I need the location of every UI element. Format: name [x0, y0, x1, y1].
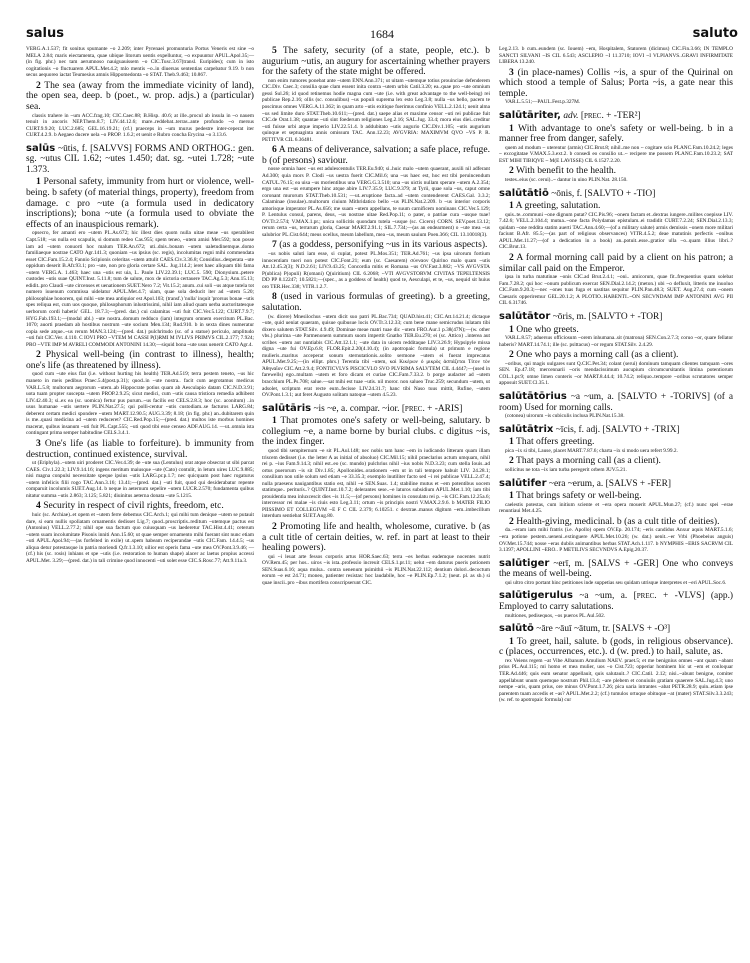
entry-head: [499, 624, 733, 635]
definition: (app.) Employed to carry salutations.: [499, 591, 734, 612]
sense-text: A greeting, salutation.: [515, 200, 601, 212]
citations: VAR.L.5.51;—PAUL.Fest.p.327M.: [505, 99, 581, 106]
inflection: adv.: [563, 110, 579, 121]
headword: salūtō: [499, 623, 534, 635]
inflection: ~a ~um, a.: [579, 591, 628, 602]
sense-definition: [499, 253, 733, 274]
sense-definition: [26, 439, 254, 460]
inflection: ~ūtis, f.: [58, 143, 88, 154]
inflection: ~erī, m.: [553, 558, 585, 569]
sense-definition: [499, 325, 733, 336]
headword: salūtifer: [499, 477, 547, 489]
guide-word-first: salus: [26, 26, 64, 41]
dictionary-entry-salutatorius: [499, 392, 733, 420]
sense-number: 1: [509, 323, 514, 335]
headword: salūtāriter,: [499, 109, 561, 121]
headword: salūs: [26, 142, 56, 154]
sense-text: Health-giving, medicinal. b (as a cult title of deities).: [516, 515, 720, 527]
sense-number: 3: [36, 437, 41, 449]
sense-number: 1: [509, 635, 514, 647]
inflection: ~āre ~āuī ~ātum, tr.: [536, 624, 611, 635]
etymology: [prec. + -ARIS]: [401, 403, 463, 414]
sense-text: One who greets.: [516, 323, 579, 335]
column-left: [26, 46, 254, 564]
sense-definition: [499, 437, 733, 448]
sense-definition: [26, 81, 254, 113]
etymology: [SALVS + -FER]: [605, 478, 671, 489]
sense-number: 2: [509, 165, 514, 177]
dictionary-entry-salus: [26, 144, 254, 565]
sense-definition: [262, 416, 490, 448]
sense-definition: [262, 292, 490, 313]
citations: ~us nobis saluti iam esse, si cupiat, potest PL.Mos.351; TER.Ad.761; ~us ipsa uirorum fortium innocentiam tueri non potest CIC.Font.21; eum (sc. Caesarem) σύνναον Quirino malo quam ~utis Att.12.45.2(3); N.D.2.61; LIV.9.43.25; Concordia mitis et Romana ~us OV.Fast.3.882; ~VS AVGVSTA P(ublica) P(opuli) R(omani) Q(uiritium) CIL 6.2068; ~VTI AVGVSTORVM CIVITAS TEPELTENSIS DD PP 8.12247; 10.5821;—(spec., as a goddess of health) quod te, Aesculapi, et te, ~us, nequid sit huius oro TER.Hec.338; VITR.1.2.7.: [262, 251, 490, 290]
sense-text: One who pays a morning call (as a client).: [516, 349, 679, 361]
running-head: [26, 26, 738, 42]
inflection: ~ōris, m.: [552, 311, 587, 322]
citations: da..~eram iam mihi fratris (i.e. Apollo) opem OV.Ep. 20.174; ~eris candidus Anxur aquis MART.5.1.6; ~era potione pestem..ueneni..extinguere APUL.Met.10.26; (w. dat.) uenit..~er Vrbi (Phoebeius anguis) OV.Met.15.744; nosse ~eras dubiis animantibus herbas STAT.Ach.1.117. b NYMPHIS ~ERIS SACRVM CIL 3.1397; APOLLINI ~ERO.. P METILIVS SECVNDVS A.Epig.20.37.: [499, 527, 733, 554]
page-number: 1684: [370, 27, 394, 41]
sense-number: 2: [36, 79, 41, 91]
definition: One who conveys the means of well-being.: [499, 558, 733, 580]
citations: (cotonea) uirorum ~is cubiculis inclusa PLIN.Nat.15.38.: [505, 413, 625, 420]
citations: ~oribus, qui magis uulgares sunt Q.CIC.Pet.34; colant (serui) dominum tamquam clientes tamquam ~ores SEN. Ep.47.18; mercennarii ~oris mendacissimum aucupium circumcursitantis limina potentiorum COL.1.pr.9; omne limen conteris ~or MART.8.44.4; 10.74.2; reliquo..tempore ~oribus scrutatores semper apposuit SUET.Cl.35.1.: [499, 360, 733, 387]
dictionary-entry-salutatio: [499, 189, 733, 307]
entry-head: [499, 392, 733, 413]
column-middle: [262, 46, 490, 587]
etymology: [prec. + -VLVS]: [633, 591, 705, 602]
citations: VAR.L.8.57; aduersus officiosum ~orem inhumana..sit (matrona) SEN.Con.2.7.3; coruo ~or, quare fellator haberis? MART.14.74.1; ille (sc. psittacus) ~or regum STAT.Silv. 2.4.29.: [499, 335, 733, 348]
citations: sollicitus ne tota ~ix iam turba peregerit orbem JUV.5.21.: [505, 467, 627, 474]
sense-definition: [26, 350, 254, 371]
sense-text: That brings safety or well-being.: [516, 490, 642, 502]
sense-number: 2: [272, 521, 277, 533]
sense-definition: [262, 46, 490, 78]
sense-text: With advantage to one's safety or well-being. b in a manner free from danger, safely.: [499, 122, 733, 145]
entry-head: [262, 404, 490, 415]
sense-number: 2: [509, 455, 514, 467]
headword: salūtāris: [262, 402, 312, 414]
sense-number: 1: [509, 436, 514, 448]
dictionary-entry-salutifer: [499, 479, 733, 554]
sense-definition: [262, 145, 490, 166]
sense-number: 1: [509, 122, 514, 134]
sense-text: With benefit to the health.: [516, 165, 617, 177]
citations: quod tibi sempiternum ~e sit PL.Aul.148; nec nobis tam hanc ~em in iudicando litteram quam illam triscem dedisset (i.e. the letter A as initial of absoluo) CIC.Mil.15; nihil praeclarius actum umquam, nihil rei p. ~ius Fam.9.14.3; nihil est..eo (sc. mundo) pulchrius nihil ~ius nobis N.D.3.23; cum stella Iouis..ad ortus puerorum ~is sit Div.1.85; Apollonides..orationem ~em ut in tali tempore habuit LIV. 24.28.1; consilium non utile solum sed etiam ~e 33.35.3; exemplo inutiliter facto sed ~i rei publicae VELL.2.47.4; nulla praesens nauigantibus statio est, nihil ~e SEN.Suas. 1.4; stabiline mutus et ~em potentibus uocem statimque.. periturís..? QUINT.Inst.10.7.2; delerantes sese..~e laturos subsidium APUL.Met.1.10; iam tibi prouidentia mea inluxcescit dies ~is 11.5;—(of persons) homines in consulatu rei p. ~is CIC.Fam.12.25a.6; intercessor rei malae ~is ciuis esto Leg.3.11; ortum ~is principis nostri V.MAX.2.9.6. b MATER FILIO PIISSIMO ET COLLEGIVM ~E F C CIL 2.379; 6.10251. c dextrae..manus digitum ~em..imbecillum interdum sentiebat SUET.Aug.80.: [262, 448, 490, 520]
sense-definition: [499, 491, 733, 502]
sense-text: The safety, security (of a state, people, etc.). b augurium ~utis, an augury for ascertaining whether prayers for the safety of the state might be offered.: [262, 45, 490, 78]
sense-text: That pays a morning call (as a client).: [516, 455, 661, 467]
citations: testes..eius (sc. cerui)..~ dantur in uino PLIN.Nat. 28.150.: [505, 176, 628, 183]
sense-text: Personal safety, immunity from hurt or violence, well-being. b safety (of material things, property), freedom from damage. c pro ~ute (a formula used in dedicatory inscriptions); bona ~ute (a formula used to obviate the effects of an inauspicious remark).: [26, 176, 254, 230]
citations: rex Veiens regem ~at Vibe Albanum Amulium NAEV. praet.5; et me benignius omnes ~ant quam ~abant prius PL.Aul.115; mi homo et mea mulier, uos ~o Cist.723; opperiar hominem hic ut ~em et conloquar TER.Ad.446; quis eum senator appellauit, quis salutauit..? CIC.Catil. 2.12; nisi..~abunt benigne, comiter appellabunt unum quemque nostrum Phil.13.4; ~are plebem et conuiuiis gratiam quaerere SAL.Jug.4.3; uno nempe ~aris, quam prius, ore minus OV.Pont.1.7.26; pica uaria intrantes ~abat PETR.28.9; quin..etiam ipse parentem tuam accedis et ~as? APUL.Met.2.2; (cf.) tumulos ortuque obituque ~at (mater) STAT.Silv.3.3.243; (w. ref. to apotropaic formula) cur: [499, 657, 733, 704]
sense-definition: [499, 350, 733, 361]
headword: salūtātōrius: [499, 390, 567, 402]
forms-note: FORMS AND ORTHOG.: gen. sg. ~utus CIL 1.62; ~utes 1.450; dat. sg. ~utei 1.728; ~ute 1.373.: [26, 143, 255, 175]
dictionary-entry-salutaris: [262, 404, 490, 587]
definition: (of a room) Used for morning calls.: [499, 391, 734, 413]
citations: opsecro, fer amanti ero ~utem PL.As.672; hic illest dies quom nulla uitae meae ~us sperabilest Capt.518; ~us nulla est scapulis, si domum redeo Cas.955; spem teneo, ~utem amisi Mer.592; non posse iam ad ~utem conuorti hoc malum TER.An.672; uti..dnis..bonam ~utem ualetudinemque..domo familiaeque nostrae CATO Agr.141.3; quoniam ~us ipsius (sc. regis), incolumitas regni mihi commendata esset CIC.Fam.15.2.4; Fannio Scipionis celeritas ~utem attulit CAES.Civ.3.36.8; Considius..desperata ~ute oppidum deserit B.Afr.93.1; pro ~ute, non pro gloria certare SAL. Jug.114.2; ieret haec aliquam tibi fama ~utem VERG.A. 1.463; haec una ~utis est uia, L. Paule LIV.22.39.1; LUC.5. 590; Dionysium..petere custodes ~utis suae QUINT.Inst. 5.11.8; tum de salute, mox de uictoria certauere TAC.Ag.5.3; Ann.15.13; edidit..pro Claudi ~ute circenses et uenationem SUET.Nero 7.2; Vit.15.2; anum..cui soli ~us atque tutela tot numero iuuenum commissa uidelatur APUL.Met.4.7; uiam, quae sola deducit iter ad ~utem 5.20; philosophiae honorem, qui mihi ~ute mea antiquior est Apol.103; (transf.) 'nulla' inquit 'prorsus bonae ~utis spes reliqua est, cum uos quoque, philosophorum inlustrissimi, nihil iam aliud quam uerba auctoritatesque uerborum cordi habetis' GEL. 18.7.3;—(pred. dat.) cui calamitas ~uti fuit CIC.Ver.5.122; CURT.7.9.7; HYG.Fab.193.1;—(modal abl.) ~ute nostra..domum redduco (iam) integrum omnem exercitum PL.Bac. 1070; auorti praedam ab hostibus nostrum ~ute socium Men.134; Rud.910. b in sexta dines numeratur copia sede atque..~us rerum MAN.3.124;—(pred. dat.) pulchritudo (sc. of a statue) periculo, amplitudo ~uti fuit CIC.Ver. 4.110. C IOVI PRO ~VTEM M CASSI P(I)RMI M IVLIVS PRIMVS CIL.2.177; 7.924; PRO ~VTE IMP M AVRELI COMMODI ANTONINI 14.30;—siquid bona ~ute usus uenerit CATO Agr.4.: [26, 230, 254, 348]
sense-number: 2: [36, 349, 41, 361]
sense-definition: [499, 166, 733, 177]
sense-text: The sea (away from the immediate vicinity of land), the open sea, deep. b (poet., w. prop. adjs.) a (particular) sea.: [26, 79, 254, 112]
sense-definition: [26, 501, 254, 512]
citations: classis trahere in ~um ACC.frag.10; CIC.Caec.88; B.Hisp. 40.6; at ille..procul ab insula in ~o nauem tenuit in ancoris NEP.Them.8.7; LIV.44.12.6; mare..reddebat..terras..ante profundo ~o mersus CURT.9.9.20; LUC.2.685; GEL.16.19.21; (cf.) praeceps in ~um murus pedestre inter-ceperat iter CURT.4.2.9. b Aegaeo ducere uela ~o PROP. 1.6.2; et uenit e Rubro concha Erycina ~o 3.13.6.: [26, 112, 254, 139]
sense-number: 1: [36, 176, 41, 188]
sense-number: 1: [509, 490, 514, 502]
headword: salūtātiō: [499, 187, 549, 199]
citations: non enim rumores ponebat ante ~utem ENN.Ann.371; ut uitam ~utemque totius prouinciae defenderem CIC.Div. Caec.3; consilia quae clam essent inita contra ~utem urbis Catil.3.20; ea..quae pro ~ute omnium gessi Sul.26; id quod retinemus hodie magna cum ~ute (i.e. with great advantage to the well-being) rei publicae Rep.2.16; ollis (sc. consulibus) ~us populi suprema lex esto Leg.3.8; nulla ~us bello, pacem te poscimus omnes VERG.A.11.362; in quam arto ~utis exitique fuerimus confinio VELL.2.124.1; uenit alma ~us sed limite duro STAT.Theb.10.611;—(pred. dat.) saepe alias et maxime censor ~uti rei publicae fuit CIC.de Orat.1.38; quantae ~uti sint foederum religiones Leg.2.16; SAL.Jug. 33.4; mora eius diei..creditur ~uti fuisse urbi atque imperio LIV.22.51.4. b addubitato ~utis augurio CIC.Div.1.105; ~utis augurium quinque et septuaginta annis omissum TAC. Ann.12.23; AVGVRIA: MAXIMVM QVO ~VS P. R. PETITVR CIL 6.36481.: [262, 77, 490, 143]
sense-definition: [262, 522, 490, 554]
sense-text: Security in respect of civil rights, freedom, etc.: [43, 500, 224, 512]
dictionary-entry-salutigerulus: [499, 591, 733, 619]
citations: multiones, pedisequos, ~os pueros PL.Aul.502.: [505, 612, 606, 619]
entry-head: [499, 425, 733, 436]
citations: qui ultro citro portant hinc petitiones inde suppetias seu quidam utrisque interpretes et ~eri APUL.Soc.6.: [505, 579, 727, 586]
sense-definition: [26, 177, 254, 230]
sense-number: 2: [509, 349, 514, 361]
dictionary-entry-salutatrix: [499, 425, 733, 474]
inflection: ~a ~um, a.: [570, 391, 614, 402]
sense-text: Promoting life and health, wholesome, curative. b (as a cult title of certain deities, w. ref. in part at least to their healing powers).: [262, 521, 490, 554]
entry-head: [499, 559, 733, 580]
dictionary-entry-salutiger: [499, 559, 733, 587]
sense-text: (as a goddess, personifying ~us in its various aspects).: [279, 239, 488, 251]
citations: (w. dicere) Mnesilochus ~utem dicit suo patri PL.Bac.734; QUAD.hist.41; CIC.Att.14.21.4; dictaque ~ute, quid ueniat quaeram, quisue quibusue locis OV.Tr.3.12.33; cum bene mane semicrudus inlatam tibi dixero salutem STAT.Silv. 4.9.49; Dominae meae matri tuae dic ~utem FRO.Aur.1 p.38(47N);—(w. other vbs.) plurima ~ute Parmenonem summum suom impertit Gnatho TER.Eu.270; ei (sc. Attico) ..interea aut scribes ~utem aut nuntiabis CIC.Att.12.1.1; ~ute data in uicem redditaque LIV.3.26.9; Hypsipyle missa digna ~ute fui OV.Ep.6.8; FLOR.Epit.2.20(4.10.4); (in apotropaic formula) ut primum e regione mulieris..maritus acceperat sonum sternutationis..solito sermone ~utem ei fuerat imprecatus APUL.Met.9.25;—(in ellipt. phrs.) Terentia tibi ~utem, καὶ Κικέρων ὁ μικρὸς ἀσπάζεται Τίτον τὸν Ἀθηναῖον CIC.Att.2.9.4; FONTICVLVS PISCICVLO SVO PLVRIMA SALVTEM CIL 4.4447;—(used in farewells) ego..multam ~utem et foro dicam et curiae CIC.Fam.7.33.2. b porge audacter ad ~utem bracchium PL.Ps.708; salue.—sat mihi est tuae ~utis. nil moror. non salueo Truc.259; secundum ~utem, ut adsolet, scriptum erat recte eum..fecisse LIV.24.31.7; hanc tibi Naso tuus mittit, Rufine, ~utem OV.Pont.1.3.1; aut feret Augusto solitam natoque ~utem 4.5.23.: [262, 313, 490, 399]
citations: quem ad modum ~ uterentur (armis) CIC.Brut.8; nihil..me non ~ cogitare scio PLANC.Fam.10.24.2; leges ~ excogitatae V.MAX.5.3.ext.2. b consedi eo consilio ut..~ recipere me possem PLANC.Fam.10.23.2; SAT EST MIHI TIBIQVE ~ M(E LAVISSE) CIL 6.1527.2.20.: [499, 144, 733, 164]
sense-number: 8: [272, 291, 277, 303]
sense-number: 1: [272, 415, 277, 427]
sense-number: 2: [509, 252, 514, 263]
dictionary-entry-saluto: [499, 624, 733, 704]
dictionary-entry-salutator: [499, 312, 733, 387]
citations: ipsa in turba matutinae ~onis CIC.ad Brut.2.4.1; ~oni.. amicorum, quae fit..frequentius quam solebat Fam.7.28.2; qui hoc ~onum publicum exercat SEN.Dial.2.14.2; (meton.) ubi ~o defluxit, litteris me inuoluo CIC.Fam.9.20.3;—nec ~ones tuas fuga et uastitas sequitur PLIN.Pan.48.3; SUET. Aug.27.4; cum ~onem Caesaris opperiremur GEL.20.1.2; A PLOTIO..HABENTI..~ON SECVNDAM IMP ANTONINI AVG PII CIL 6.31746.: [499, 274, 733, 307]
citations: huic (sc. Archiae)..et opem et ~utem ferre debemus CIC.Arch.1; qui mihi tum denique ~utem se putauit dare, si eam nullis spoliatam ornamentis dedisset Lig.7; quod..proscriptis..reditum ~utemque pactus est (Antonius) VELL.2.77.2; nihil ope sua factum quo cuiusquam ~us laederetur TAC.Hist.4.41; ceterum ~utem suam incolumitate Pisonis inniti Ann.15.60; ut quae semper ornamento mihi fuerant sint nunc etiam ~uti APUL.Apol.94;—(as forfeited in exile) ut..spem habeam reciperandae ~utis CIC.Fam. 14.4.5; ~us aliqua detur potestasque in patria moriendi Q.fr.1.3.10; uilior est operis fama ~ute mea OV.Pont.3.9.46; —(cf.) his (sc. rosis) inhians et spe ~utis (i.e. restoration to human shape) alacer ac laetus propius accessi APUL.Met. 3.29;—(pred. dat.) in tali crimine quod innocenti ~uti solet esse CIC.S.Rosc.77; Att.9.11a.3.: [26, 512, 254, 564]
citations: quod cum ~ute eius fiat (i.e. without hurting his health) TER.Ad.519; terra pestem teneto, ~us hic maneto in meis pedibus Praec.5.4(post.p.31); quod..in ~ute nostra.. facit cum aegrotamus medicus VAR.L.5.8; multorum aegrorum ~utem..ab Hippocrate potius quam ab Aesculapio datam CIC.N.D.3.91; uota tuam propter suscepta ~utem PROP.2.9.25; sicut medici, cum ~utis causa tristiora remedia adhibent LIV.42.40.3; si..ex ea (sc. uomica) fertur pus purum..~us facilis est CELS.2.8.3; hoc (sc. aconitum) ..in usus humanae ~utis uertere PLIN.Nat.27.5; qui polli-centur ~utis custodiam..se facturos LARG.84; deberent certam medici spondere ~utem MART.12.90.5; AUG.3.39; 8.18; (in fig. phr.) an..dubitarem quin is me..quasi medicina ad ~utem reduceret? CIC.Red.Pop.15;—(pred. dat.) multos iste morbus homines macerat, quibus insanum ~uti fuit PL.Capt.555; ~uti quod tibi esse censeo ADF.AUG.14. —ut..omnia ista contingant prima semper habitudine CELS.3.4.1.: [26, 371, 254, 437]
inflection: ~īcis, f. adj.: [555, 424, 601, 435]
etymology: [SALVTO + -TRIX]: [602, 424, 680, 435]
sense-definition: [499, 517, 733, 528]
headword: salūtigerulus: [499, 590, 573, 602]
sense-text: Physical well-being (in contrast to illness), health; one's life (as threatened by illness).: [26, 349, 254, 371]
sense-number: 6: [272, 144, 277, 156]
sense-text: (used in various formulas of greeting). b a greeting, salutation.: [262, 291, 490, 313]
entry-head: [499, 111, 733, 122]
sense-number: 3: [509, 66, 514, 78]
etymology: [prec. + -TER²]: [580, 110, 641, 121]
sense-text: One's life (as liable to forfeiture). b immunity from destruction, continued existence, survival.: [26, 437, 254, 460]
headword: salūtātor: [499, 310, 551, 322]
sense-number: 7: [272, 239, 277, 251]
guide-word-last: saluto: [692, 26, 738, 41]
sense-text: (in place-names) Collis ~is, a spur of the Quirinal on which stood a temple of Salus; Porta ~is, a gate near this temple.: [499, 66, 733, 99]
dictionary-entry-salutariter: [499, 111, 733, 184]
citations: ut (Eriphyla)..~utem uiri proderet CIC.Ver.4.39; de ~ute sua (Lentulus) orat atque obsecrat ut sibi parcat CAES. Civ.1.22.3; LIV.9.14.16; ingens meritum maiusque ~ute (Cato) contulit, in letum uires LUC.9.885; nisi magna conpulsi necessitate speque ipsius ~utis LARG.pr.p.1.7; nec quicquam post haec rogaturus ~utem infelicis filii rogo TAC.Ann.3.16; 13.41;—(pred. dat.) ~uti fuit, quod qui desiderabatur repente comparuit incolumis SUET.Aug.14. b neque in aeternum sepelire ~utem LUCR.2.570; fundamenta quibus nitatur summa ~utis 2.863; 3.125; 5.821; diuinitus aeterna donata ~ute 5.1215.: [26, 460, 254, 499]
entry-head: [499, 591, 733, 612]
sense-definition: [499, 201, 733, 212]
citations: qui ~i leuat arte fessos corporis artus HOR.Saec.63; terra ~es herbas eademque nocentes nutrit OV.Rem.45; per hos.. uiros ~is ista..professio increuit CELS.1.pr.11; uelut ~em daturus pueris potionem SEN.Suas.6.16; aqua mulsa.. contra uenenum psimithii ~is PLIN.Nat.22.112; dentium dolori..decoctum eorum ~e est 24.71; moneo, patienter resistas: hoc laudabile, hoc ~e PLIN.Ep.7.1.2; (neut. pl. as sb.) si quae inscii..pro ~ibus mortifera conscripserunt CIC.: [262, 553, 490, 586]
sense-text: That promotes one's safety or well-being, salutary. b collegium ~e, a name borne by burial clubs. c digitus ~is, the index finger.: [262, 415, 490, 448]
sense-number: 4: [36, 500, 41, 512]
etymology: [SALVS + -O³]: [612, 624, 671, 635]
sense-text: A means of deliverance, salvation; a safe place, refuge. b (of persons) saviour.: [262, 144, 491, 166]
headword: salūtiger: [499, 557, 550, 569]
etymology: [SALVS + -GER]: [588, 558, 659, 569]
sense-text: That offers greeting.: [516, 436, 595, 448]
citations: pica ~ix si tibi, Lause, placet MART.7.87.6; charta ~ix si modo uera refert 9.99.2.: [505, 447, 678, 454]
sense-number: 2: [509, 515, 514, 527]
entry-head: [499, 479, 733, 490]
entry-head: [499, 312, 733, 323]
headword: salūtātrix: [499, 423, 554, 435]
sense-definition: [499, 124, 733, 145]
sense-number: 5: [272, 45, 277, 56]
citations: nosse omnia haec ~us est adulescentulis TER.Eu.940; si..huic malo ~utem quaerant, auxili nil adferant Ad.300; quia mors P. Clodi ~us uestra fuerit CIC.Mil.6; una ~us haec est, hoc est tibi peruincendum CATUL.76.15; ea uisa ~us morientibus una VERG.G.3.510; una ~us uictis nullam sperare ~utem A.2.354; ergo una est ~us erumpere hinc atque abire LIV.7.35.9; LUC.9.379; at Tyrii, quae sola ~us, caput omne coronant murorum STAT.Theb.10.531; —ut..eruptione facta..ad ~utem contenderent CAES.Gal. 3.3.2; Calaminae (insulae)..multorum ciuium Mithridatico bello ~us PLIN.Nat.2.209. b ~us interior corporis amorisque imperator PL.As.656; me suam ~utem appellans, te suum carnificem nominans CIC.Ver.5.129; P. Lentulus consul, parens, deus, ~us nostrae uitae Red.Pop.11; o pater, o patriae cura ~usque tuae! OV.Tr.2.574; V.MAX.1.pr.; unica sollicitis quondam tutela ~usque (sc. Cicero) CORN. SEV.poet.13.12; rerum certa ~us, terrarum gloria, Caesar MART.2.91.1; SIL.7.734;—(as an endearment) o ~ute mea ~us salubrior PL.Cist.644; meus ocellus, meum labellum, mea ~us, meum sauium Poen.366; CIL 13.10018(3).: [262, 166, 490, 238]
etymology: [SALVTO + -TORIVS]: [617, 391, 711, 402]
inflection: ~era ~erum, a.: [548, 478, 604, 489]
inflection: ~ōnis, f.: [551, 188, 583, 199]
sense-text: To greet, hail, salute. b (gods, in religious observance). c (places, occurrences, etc.). d (w. pred.) to hail, salute, as.: [499, 635, 733, 658]
inflection: ~is ~e, a. compar. ~ior.: [313, 403, 400, 414]
column-right: [499, 46, 733, 704]
citations: quis..te..communi ~one dignum putat? CIC.Pis.96; ~onem factam et..dextras iungere..milites coepisse LIV. 7.42.6; VELL.2.104.4; mutua..~one facta Polydamas epistulam..ei tradidit CURT.7.2.24; SEN.Dial.2.13.3; quidam ~one reddita statim auerti TAC.Ann.4.60;—(of a military salute) armis demissis ~onem more militari faciunt B.Afr. 85.5;—(as part of religious observances) VITR.4.5.2; deae matutinis perfectis ~onibus APUL.Met.11.27;—(of a dedication in a book) an..potuit..esse..gratior ulla ~o..quam illius libri..? CIC.Brut.13.: [499, 211, 733, 251]
etymology: [SALVTO + -TOR]: [588, 311, 663, 322]
citations: Leg.2.13. b cum..eundem (sc. Iouem) ~em, Hospitalem, Statorem (dicimus) CIC.Fin.3.66; IN TEMPLO SANCTI SILVANI ~IS CIL 6.543; ASCLEPIO ~I 11.3710; IOVI ~I VLPIANVS..GRAVI INFIRMITATE LIBERA 13.240.: [499, 46, 733, 66]
sense-definition: [499, 68, 733, 100]
entry-head: [26, 144, 254, 176]
citations: caelestis potestas, cum initium sciente et ~era opera mouerit APUL.Mun.27; (cf.) nunc spei ~erae renuntiaui Met.4.25.: [499, 501, 733, 515]
citations: VERG.A.1.537; fit sonitus spumante ~o 2.209; inter Pyrenaei promunturia Portus Veneris est sine ~o MELA 2.84; maris eiectamenta, quae ubique litorum uentis expelluntur, ~o expuuntur APUL.Apol.35;—(in fig. phr.) nec tam aerumnoso nauiguauissem ~o CIC.Tusc.3.67(transl. Euripides); cum in isto cogitationis ~o fluctuarem APUL.Met.4.2; mlo mentis ~o..in diuersas sententias carpebatur 9.19. b non secus aequoreo iactat Teumesius amnis Hippomedonta ~o STAT. Theb.9.463; 10.867.: [26, 46, 254, 79]
etymology: [SALVVS]: [90, 143, 132, 154]
sense-number: 1: [509, 200, 514, 212]
sense-definition: [499, 456, 733, 467]
entry-head: [499, 189, 733, 200]
sense-definition: [499, 637, 733, 658]
etymology: [SALVTO + -TIO]: [584, 188, 656, 199]
sense-text: A formal morning call paid by a client on his patron; a similar call paid on the Emperor.: [499, 252, 733, 274]
sense-definition: [262, 240, 490, 251]
